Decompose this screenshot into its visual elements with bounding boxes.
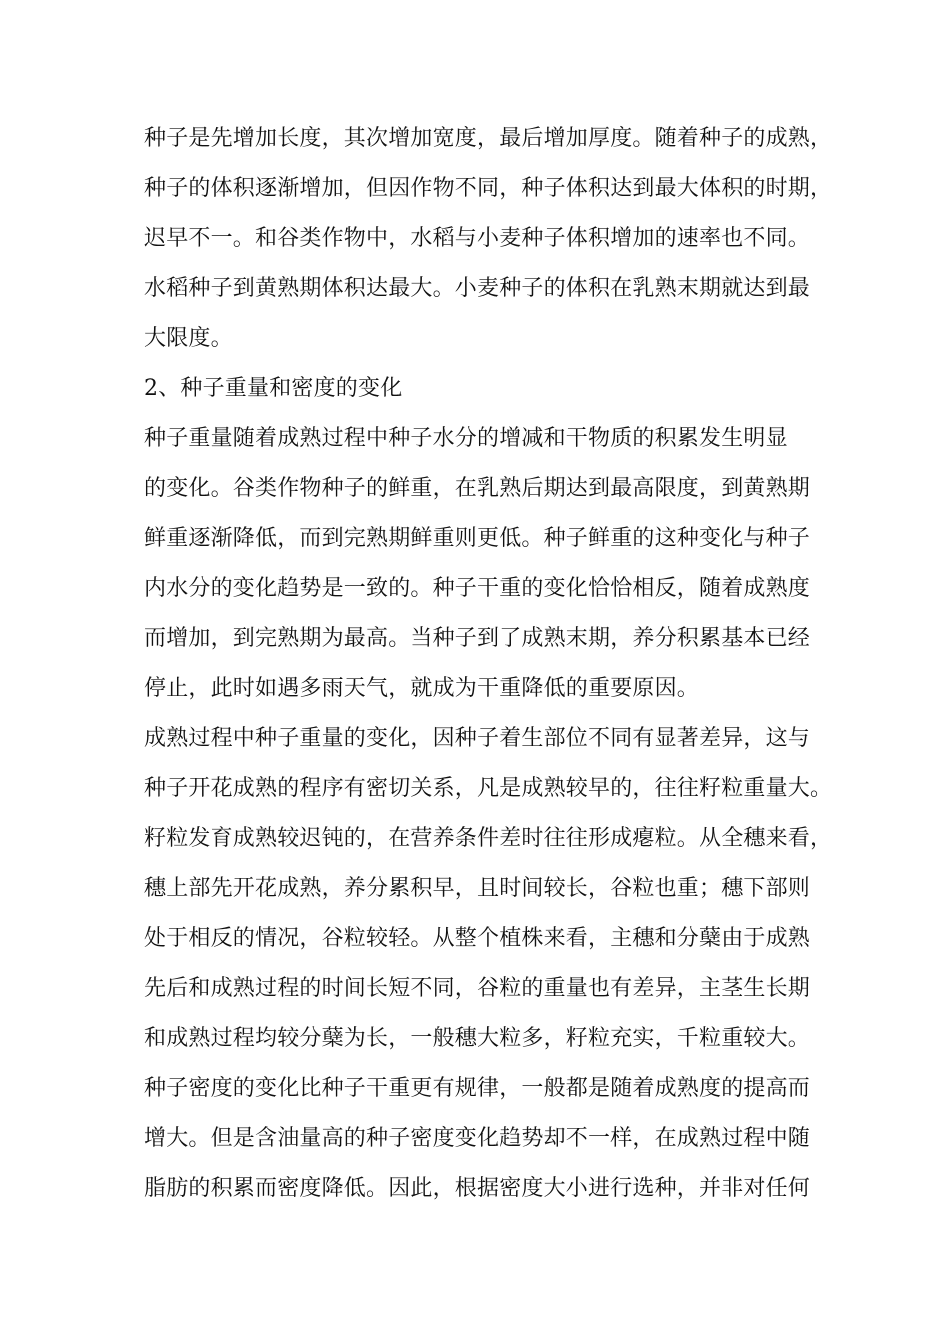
text-line-1: 种子是先增加长度，其次增加宽度，最后增加厚度。随着种子的成熟， — [144, 126, 833, 151]
text-line-7: 种子重量随着成熟过程中种子水分的增减和干物质的积累发生明显 — [144, 426, 788, 451]
text-line-8: 的变化。谷类作物种子的鲜重，在乳熟后期达到最高限度，到黄熟期 — [144, 476, 811, 501]
text-line-14: 种子开花成熟的程序有密切关系，凡是成熟较早的，往往籽粒重量大。 — [144, 776, 833, 801]
text-line-16: 穗上部先开花成熟，养分累积早，且时间较长，谷粒也重；穗下部则 — [144, 876, 811, 901]
text-line-21: 增大。但是含油量高的种子密度变化趋势却不一样，在成熟过程中随 — [144, 1126, 811, 1151]
text-line-18: 先后和成熟过程的时间长短不同，谷粒的重量也有差异，主茎生长期 — [144, 976, 811, 1001]
text-line-10: 内水分的变化趋势是一致的。种子干重的变化恰恰相反，随着成熟度 — [144, 576, 811, 601]
text-line-15: 籽粒发育成熟较迟钝的，在营养条件差时往往形成瘪粒。从全穗来看， — [144, 826, 833, 851]
document-body — [144, 114, 833, 1214]
text-line-5: 大限度。 — [144, 326, 233, 351]
text-line-12: 停止，此时如遇多雨天气，就成为干重降低的重要原因。 — [144, 676, 700, 701]
text-line-13: 成熟过程中种子重量的变化，因种子着生部位不同有显著差异，这与 — [144, 726, 811, 751]
text-line-9: 鲜重逐渐降低，而到完熟期鲜重则更低。种子鲜重的这种变化与种子 — [144, 526, 811, 551]
text-line-2: 种子的体积逐渐增加，但因作物不同，种子体积达到最大体积的时期， — [144, 176, 833, 201]
text-line-22: 脂肪的积累而密度降低。因此，根据密度大小进行选种，并非对任何 — [144, 1176, 811, 1201]
text-line-11: 而增加，到完熟期为最高。当种子到了成熟末期，养分积累基本已经 — [144, 626, 811, 651]
text-line-17: 处于相反的情况，谷粒较轻。从整个植株来看，主穗和分蘖由于成熟 — [144, 926, 811, 951]
text-line-19: 和成熟过程均较分蘖为长，一般穗大粒多，籽粒充实，千粒重较大。 — [144, 1026, 811, 1051]
section-heading: 2、种子重量和密度的变化 — [144, 376, 403, 401]
text-line-3: 迟早不一。和谷类作物中，水稻与小麦种子体积增加的速率也不同。 — [144, 226, 811, 251]
text-line-4: 水稻种子到黄熟期体积达最大。小麦种子的体积在乳熟末期就达到最 — [144, 276, 811, 301]
text-line-20: 种子密度的变化比种子干重更有规律，一般都是随着成熟度的提高而 — [144, 1076, 811, 1101]
